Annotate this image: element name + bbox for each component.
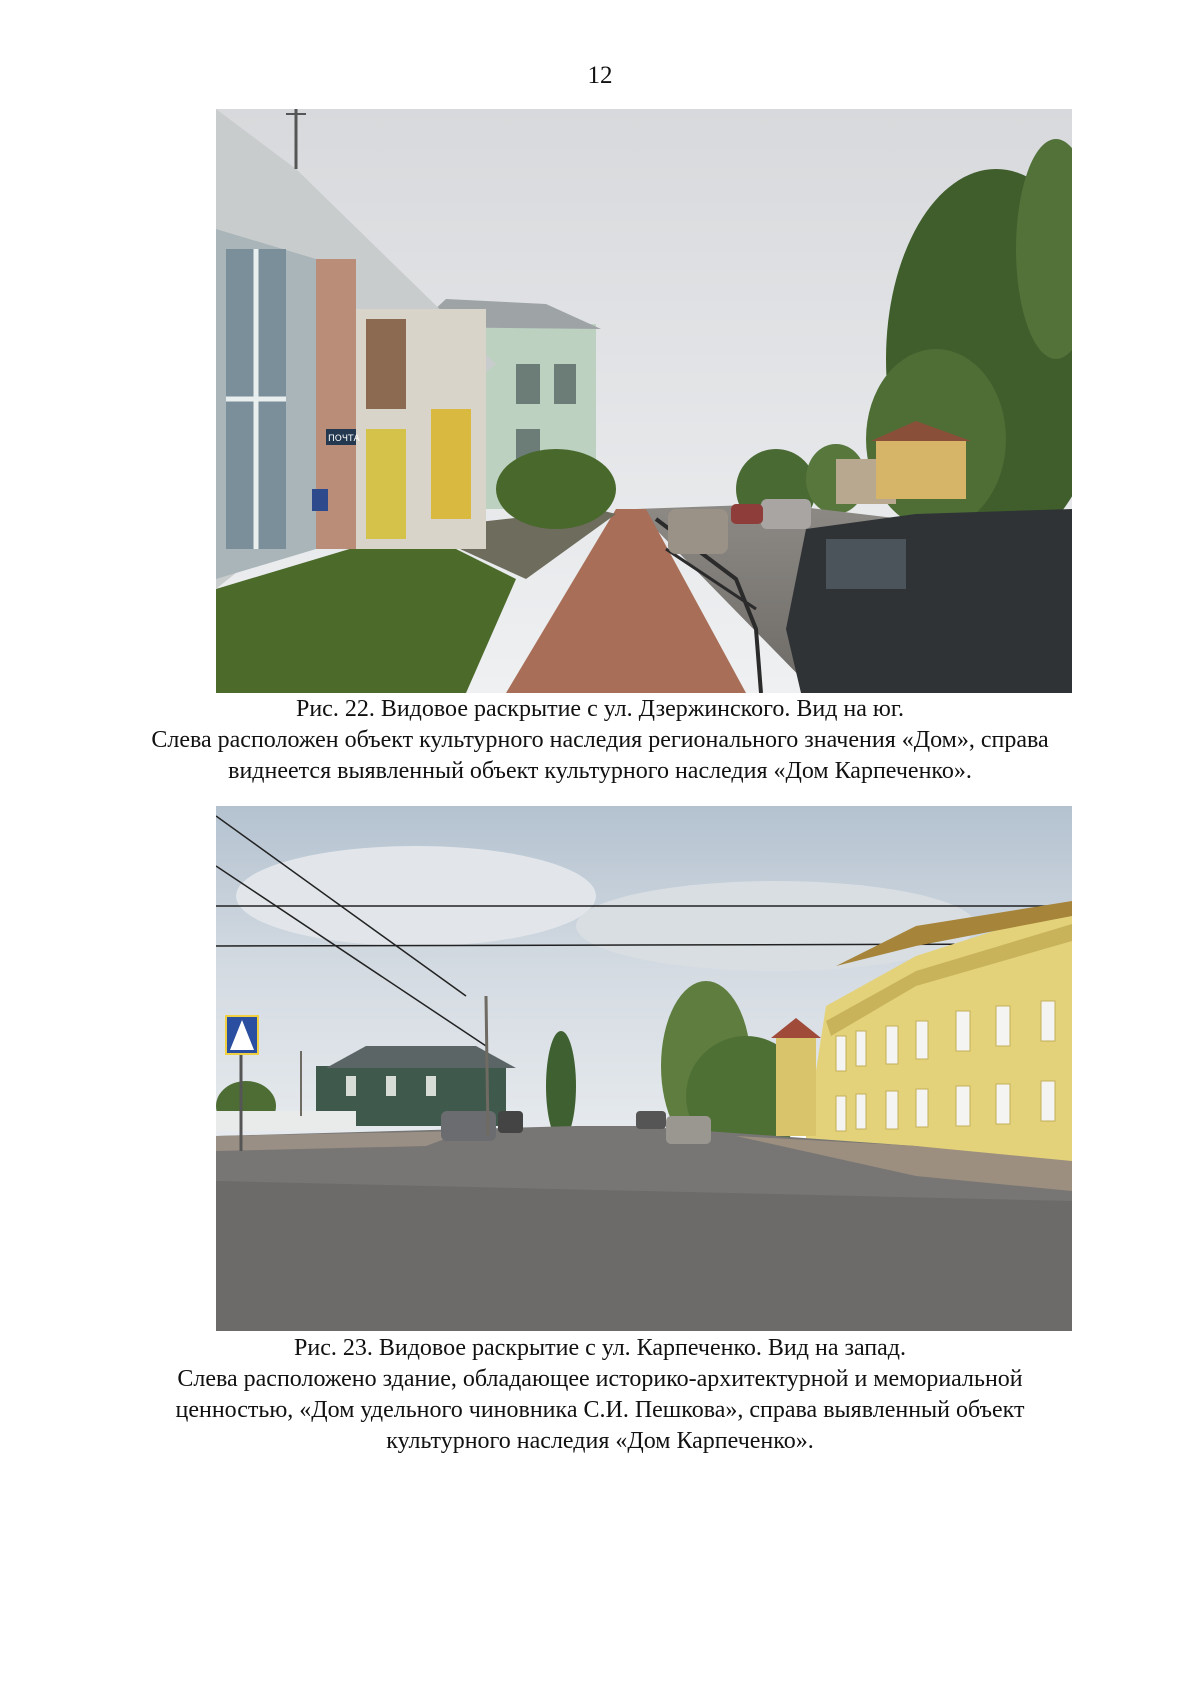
caption-line: виднеется выявленный объект культурного наследия «Дом Карпеченко». [228, 758, 972, 784]
caption-line: Рис. 23. Видовое раскрытие с ул. Карпеченко. Вид на запад. [294, 1335, 906, 1361]
caption-line: ценностью, «Дом удельного чиновника С.И. Пешкова», справа выявленный объект [175, 1397, 1025, 1423]
street-photo-karpechenko [216, 806, 1072, 1331]
page-number: 12 [587, 62, 613, 89]
caption-line: Рис. 22. Видовое раскрытие с ул. Дзержинского. Вид на юг. [295, 696, 904, 722]
caption-line: Слева расположено здание, обладающее историко-архитектурной и мемориальной [177, 1366, 1023, 1392]
figure-22-caption [150, 694, 1050, 787]
caption-line: Слева расположен объект культурного наследия регионального значения «Дом», справа [151, 727, 1049, 753]
caption-line: культурного наследия «Дом Карпеченко». [386, 1428, 814, 1454]
pochta-sign: ПОЧТА [328, 434, 360, 444]
street-photo-dzerzhinskogo [216, 109, 1072, 693]
figure-23-caption [150, 1333, 1050, 1457]
